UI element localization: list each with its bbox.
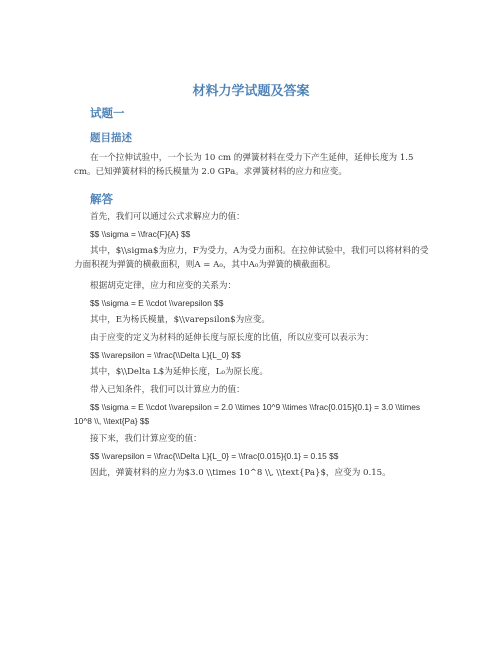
answer-paragraph-8: 接下来，我们计算应变的值： xyxy=(90,434,202,444)
answer-paragraph-6: 其中，$\\Delta L$为延伸长度，L₀为原长度。 xyxy=(90,367,268,377)
question-heading: 试题一 xyxy=(90,106,125,120)
answer-paragraph-4: 其中，E为杨氏模量，$\\varepsilon$为应变。 xyxy=(90,315,271,325)
answer-paragraph-7: 带入已知条件，我们可以计算应力的值： xyxy=(90,385,245,395)
description-heading: 题目描述 xyxy=(90,132,132,144)
formula-strain-value: $$ \\varepsilon = \\frac{\\Delta L}{L_0} = \\frac{0.015}{0.1} = 0.15 $$ xyxy=(90,451,339,461)
answer-paragraph-5: 由于应变的定义为材料的延伸长度与原长度的比值，所以应变可以表示为： xyxy=(90,333,374,343)
answer-paragraph-2: 其中，$\\sigma$为应力，F为受力，A为受力面积。在拉伸试验中，我们可以将材料的受力面积视为弹簧的横截面积，则A = A₀，其中A₀为弹簧的横截面积。 xyxy=(74,246,429,270)
answer-paragraph-3: 根据胡克定律，应力和应变的关系为： xyxy=(90,281,237,291)
document-title: 材料力学试题及答案 xyxy=(192,84,310,99)
formula-stress-value: $$ \\sigma = E \\cdot \\varepsilon = 2.0 \\times 10^9 \\times \\frac{0.015}{0.1} = 3.0 \\times 10^8 \\, \\text{Pa} $$ xyxy=(74,402,421,426)
answer-paragraph-1: 首先，我们可以通过公式求解应力的值： xyxy=(90,212,245,222)
formula-stress: $$ \\sigma = \\frac{F}{A} $$ xyxy=(90,229,191,239)
formula-strain-definition: $$ \\varepsilon = \\frac{\\Delta L}{L_0} $$ xyxy=(90,350,241,360)
formula-hooke: $$ \\sigma = E \\cdot \\varepsilon $$ xyxy=(90,298,224,308)
description-text: 在一个拉伸试验中，一个长为 10 cm 的弹簧材料在受力下产生延伸，延伸长度为 1.5 cm。已知弹簧材料的杨氏模量为 2.0 GPa。求弹簧材料的应力和应变。 xyxy=(74,153,414,177)
answer-heading: 解答 xyxy=(90,192,113,206)
answer-conclusion: 因此，弹簧材料的应力为$3.0 \\times 10^8 \\, \\text{Pa}$，应变为 0.15。 xyxy=(90,468,391,478)
